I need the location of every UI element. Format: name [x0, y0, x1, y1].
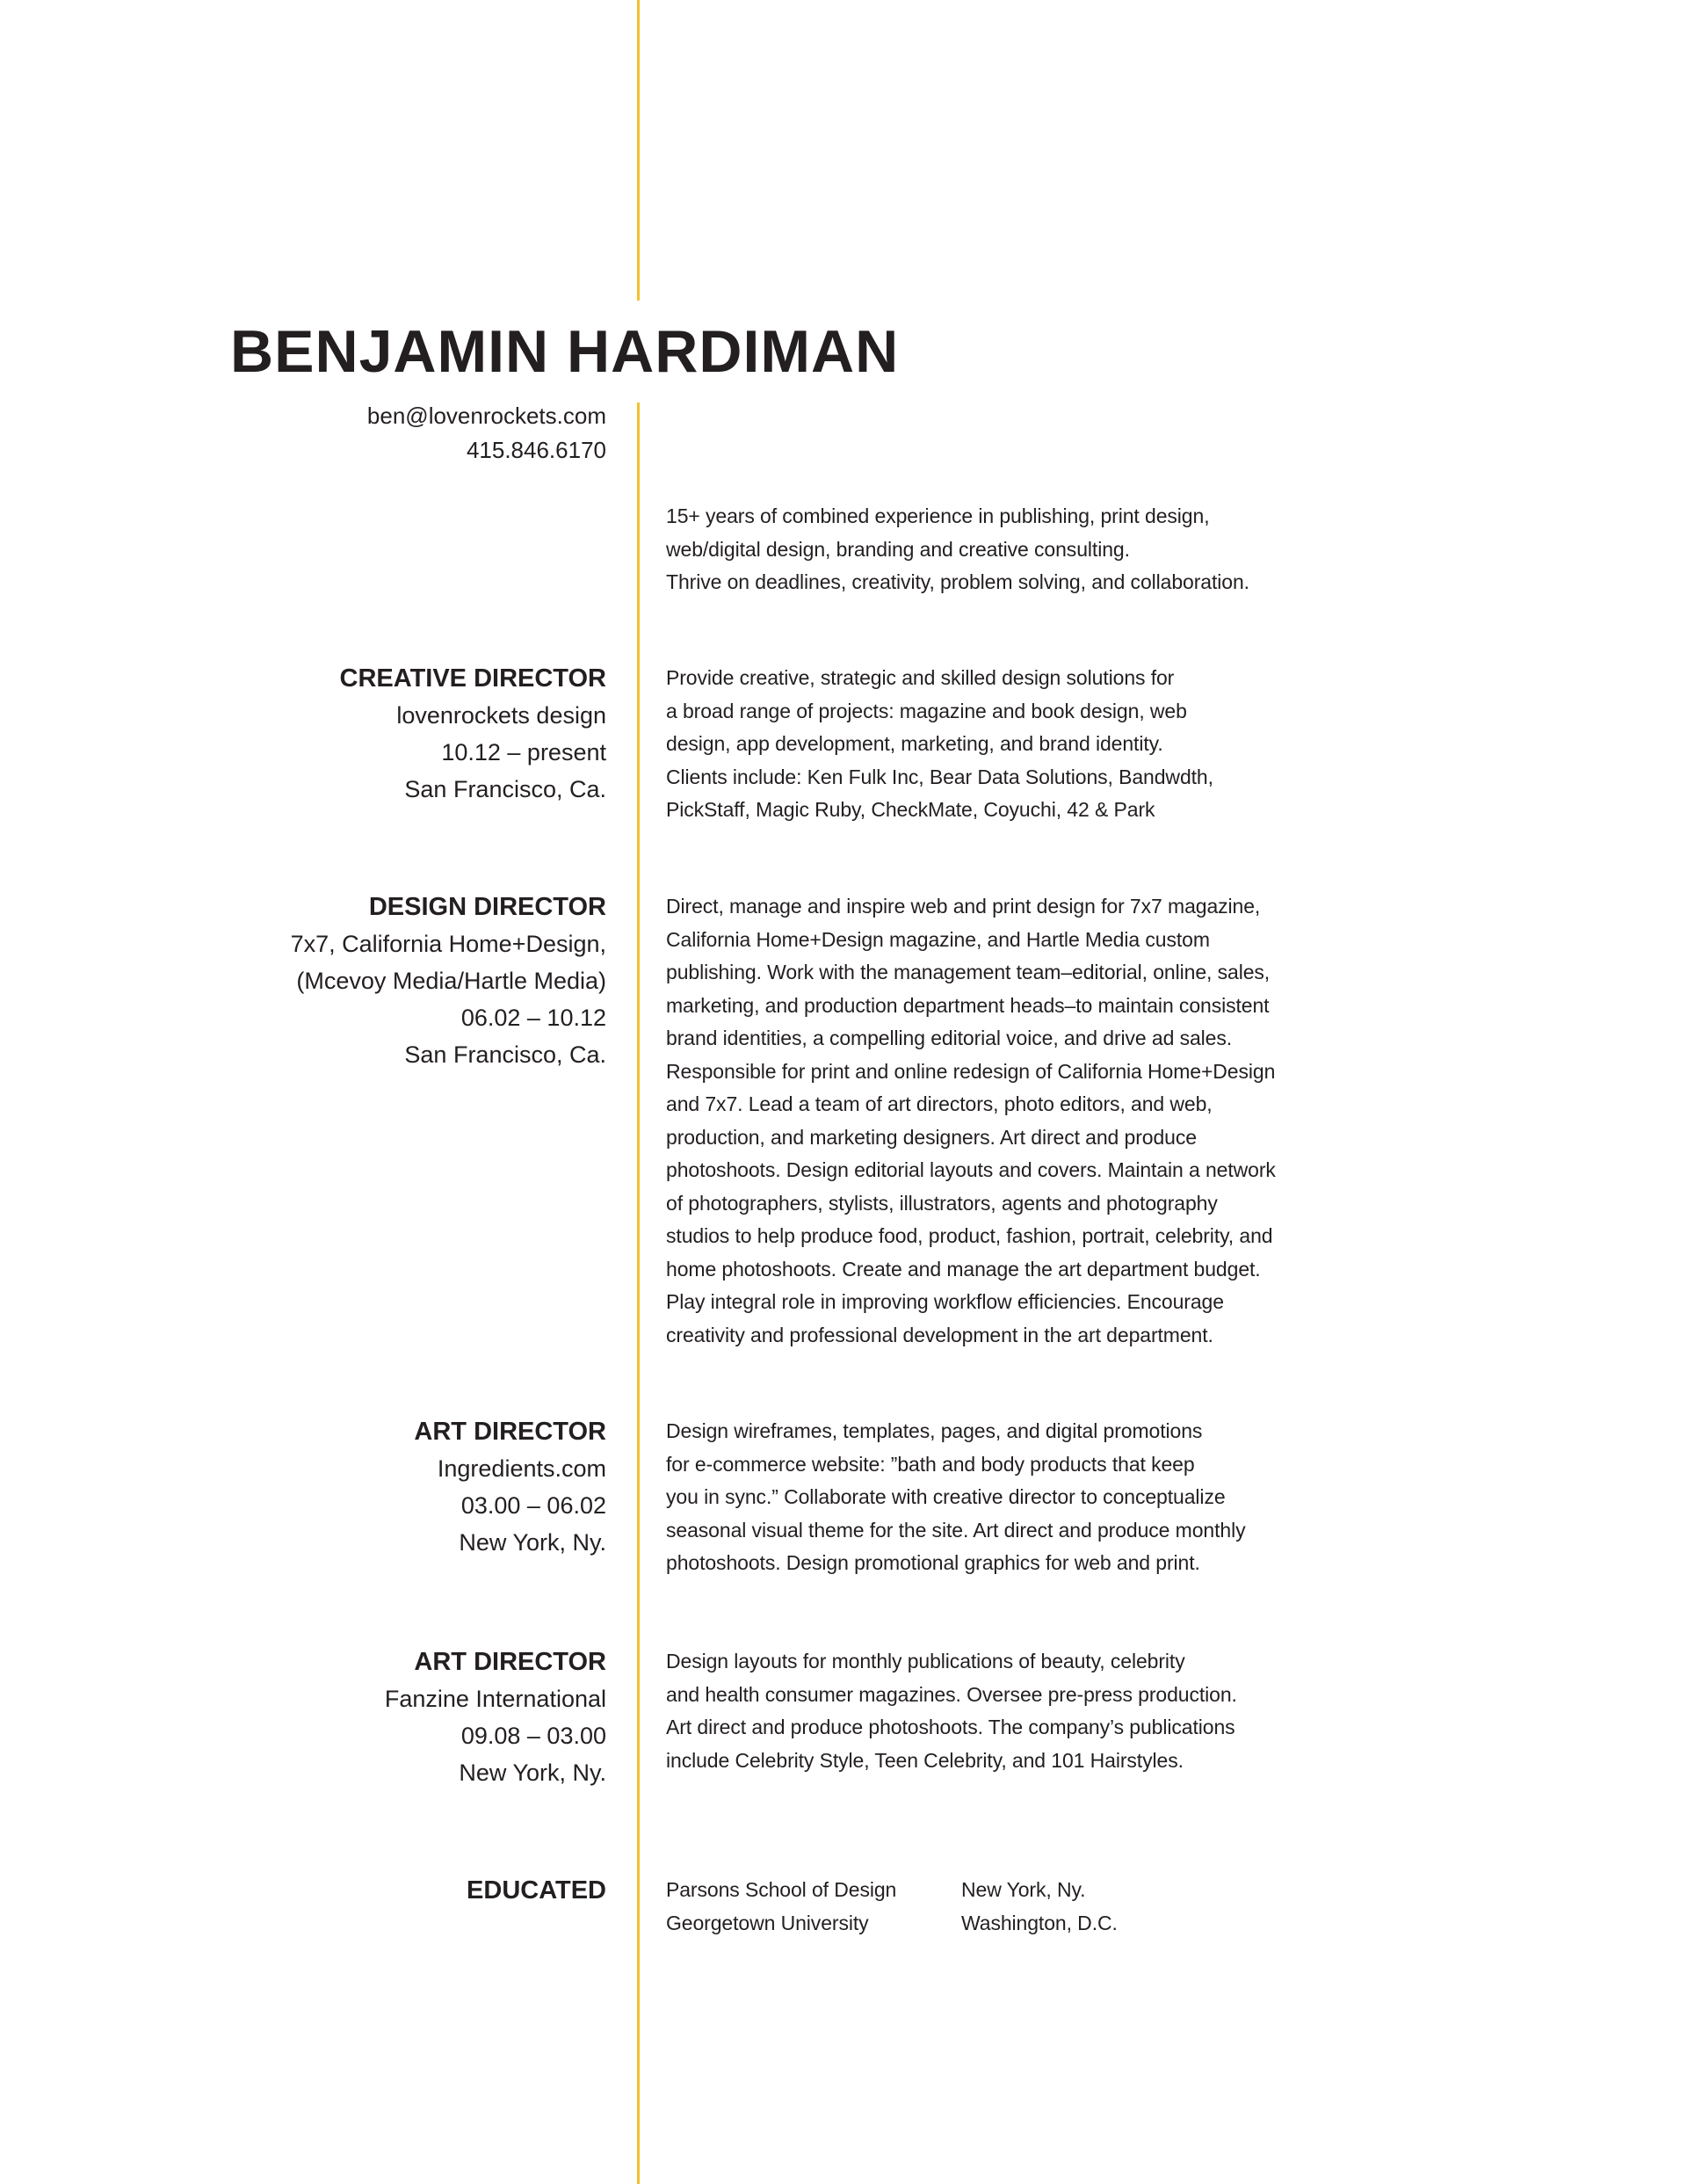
- description-line: design, app development, marketing, and brand identity.: [666, 732, 1163, 755]
- accent-divider-main: [637, 403, 640, 2184]
- summary-line: web/digital design, branding and creative consulting.: [666, 537, 1130, 561]
- description-line: photoshoots. Design promotional graphics for web and print.: [666, 1551, 1200, 1574]
- summary-line: Thrive on deadlines, creativity, problem solving, and collaboration.: [666, 570, 1249, 593]
- description-line: you in sync.” Collaborate with creative director to conceptualize: [666, 1485, 1226, 1508]
- education-heading: EDUCATED: [467, 1876, 606, 1905]
- accent-divider-top: [637, 0, 640, 301]
- school-name: Parsons School of Design: [666, 1878, 897, 1901]
- job-title: ART DIRECTOR: [414, 1648, 606, 1676]
- description-line: PickStaff, Magic Ruby, CheckMate, Coyuchi, 42 & Park: [666, 798, 1155, 821]
- email-link[interactable]: ben@lovenrockets.com: [366, 403, 606, 429]
- description-line: Clients include: Ken Fulk Inc, Bear Data Solutions, Bandwdth,: [666, 765, 1213, 788]
- job-description: [666, 890, 1276, 1352]
- job-detail: (Mcevoy Media/Hartle Media): [296, 968, 606, 994]
- description-line: Art direct and produce photoshoots. The company’s publications: [666, 1716, 1235, 1738]
- phone-number: 415.846.6170: [466, 437, 606, 463]
- summary-line: 15+ years of combined experience in publishing, print design,: [666, 504, 1210, 527]
- description-line: Design layouts for monthly publications of beauty, celebrity: [666, 1650, 1185, 1672]
- description-line: and health consumer magazines. Oversee pre-press production.: [666, 1682, 1237, 1706]
- job-meta: [291, 889, 606, 1073]
- job-detail: Fanzine International: [384, 1686, 606, 1712]
- job-description: [666, 662, 1213, 827]
- job-title: ART DIRECTOR: [414, 1418, 606, 1446]
- education-heading-block: [467, 1872, 606, 1909]
- description-line: of photographers, stylists, illustrators, agents and photography: [666, 1191, 1218, 1215]
- description-line: marketing, and production department heads–to maintain consistent: [666, 993, 1270, 1017]
- description-line: brand identities, a compelling editorial voice, and drive ad sales.: [666, 1027, 1233, 1049]
- description-line: Direct, manage and inspire web and print design for 7x7 magazine,: [666, 895, 1261, 918]
- description-line: Play integral role in improving workflow efficiencies. Encourage: [666, 1290, 1224, 1313]
- education-list: [666, 1874, 1118, 1940]
- description-line: Responsible for print and online redesign of California Home+Design: [666, 1059, 1276, 1083]
- school-location: New York, Ny.: [961, 1878, 1086, 1901]
- contact-info: [367, 399, 606, 468]
- job-detail: San Francisco, Ca.: [404, 776, 606, 802]
- job-detail: 06.02 – 10.12: [460, 1005, 606, 1031]
- description-line: Design wireframes, templates, pages, and digital promotions: [666, 1419, 1203, 1442]
- education-row: [666, 1874, 1118, 1907]
- education-row: [666, 1907, 1118, 1941]
- job-detail: 03.00 – 06.02: [460, 1492, 606, 1519]
- job-title: CREATIVE DIRECTOR: [339, 664, 606, 693]
- description-line: photoshoots. Design editorial layouts and covers. Maintain a network: [666, 1158, 1276, 1181]
- description-line: production, and marketing designers. Art direct and produce: [666, 1125, 1197, 1149]
- description-line: Provide creative, strategic and skilled design solutions for: [666, 666, 1175, 689]
- description-line: seasonal visual theme for the site. Art direct and produce monthly: [666, 1518, 1246, 1542]
- job-detail: San Francisco, Ca.: [404, 1041, 606, 1068]
- school-name: Georgetown University: [666, 1911, 869, 1934]
- job-detail: 7x7, California Home+Design,: [290, 931, 606, 957]
- description-line: creativity and professional development in the art department.: [666, 1323, 1213, 1346]
- school-location: Washington, D.C.: [961, 1911, 1118, 1934]
- description-line: for e-commerce website: ”bath and body products that keep: [666, 1452, 1195, 1476]
- job-meta: [414, 1413, 606, 1561]
- job-detail: 10.12 – present: [441, 739, 606, 765]
- job-detail: New York, Ny.: [459, 1529, 606, 1556]
- description-line: and 7x7. Lead a team of art directors, photo editors, and web,: [666, 1092, 1213, 1115]
- job-description: [666, 1645, 1237, 1777]
- summary: [666, 500, 1249, 599]
- job-detail: lovenrockets design: [396, 702, 606, 729]
- description-line: home photoshoots. Create and manage the art department budget.: [666, 1257, 1261, 1281]
- description-line: include Celebrity Style, Teen Celebrity, and 101 Hairstyles.: [666, 1748, 1184, 1772]
- job-meta: [340, 660, 606, 808]
- resume-name: BENJAMIN HARDIMAN: [230, 318, 900, 385]
- job-detail: Ingredients.com: [437, 1455, 606, 1482]
- job-detail: New York, Ny.: [459, 1760, 606, 1786]
- description-line: a broad range of projects: magazine and book design, web: [666, 699, 1187, 722]
- job-description: [666, 1415, 1245, 1580]
- description-line: publishing. Work with the management team–editorial, online, sales,: [666, 961, 1271, 983]
- job-meta: [385, 1643, 606, 1791]
- job-title: DESIGN DIRECTOR: [368, 893, 606, 921]
- description-line: California Home+Design magazine, and Hartle Media custom: [666, 927, 1210, 951]
- job-detail: 09.08 – 03.00: [460, 1723, 606, 1749]
- description-line: studios to help produce food, product, fashion, portrait, celebrity, and: [666, 1224, 1273, 1247]
